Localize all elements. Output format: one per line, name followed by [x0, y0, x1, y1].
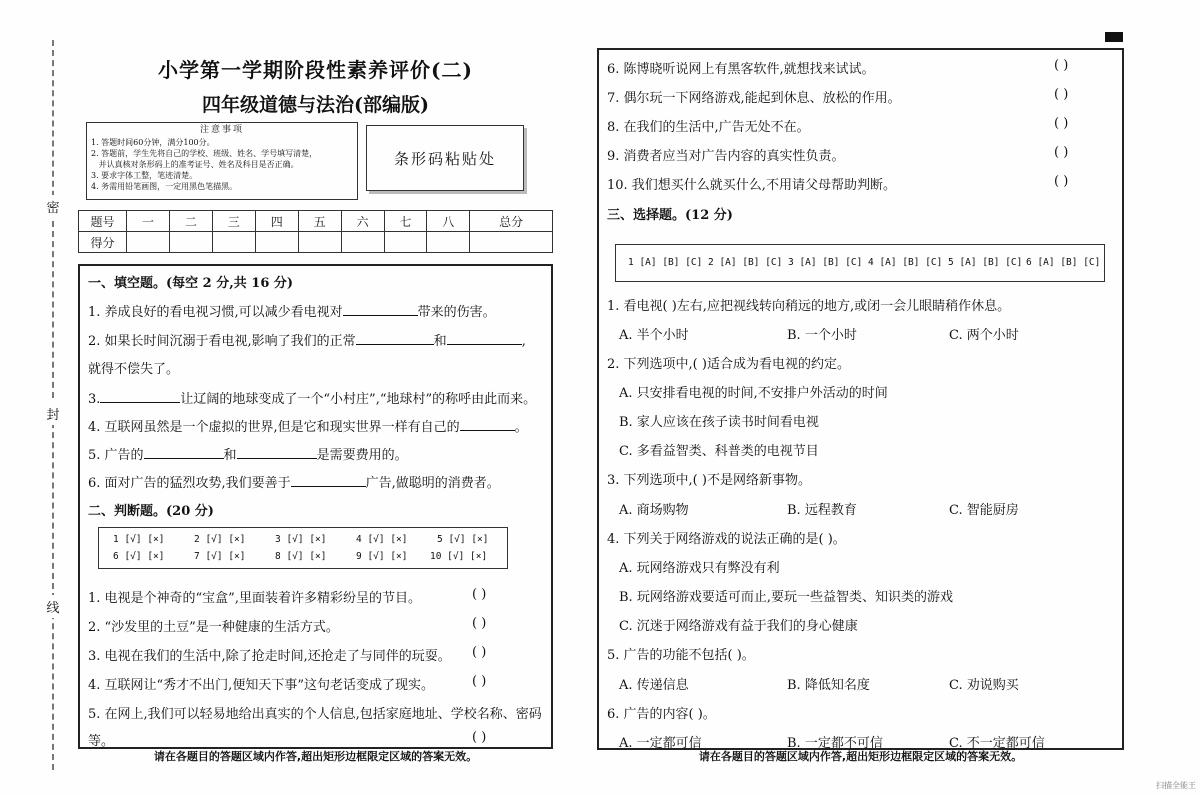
choice-option[interactable]: B. 一个小时 — [787, 328, 857, 343]
judgment-item-3: 3. 电视在我们的生活中,除了抢走时间,还抢走了与同伴的玩耍。 — [88, 649, 451, 664]
notes-box — [86, 122, 358, 200]
judgment-paren[interactable]: ( ) — [472, 674, 487, 689]
fill-blank[interactable] — [100, 390, 180, 403]
left-footer-note: 请在各题目的答题区域内作答,超出矩形边框限定区域的答案无效。 — [153, 750, 478, 763]
choice-option[interactable]: B. 远程教育 — [787, 503, 857, 518]
choice-option[interactable]: A. 只安排看电视的时间,不安排户外活动的时间 — [619, 386, 888, 401]
fill-question-1: 1. 养成良好的看电视习惯,可以减少看电视对 带来的伤害。 — [88, 305, 496, 320]
fill-question-2-cont: 就得不偿失了。 — [88, 362, 180, 377]
judgment-paren[interactable]: ( ) — [472, 730, 487, 745]
choice-answer-cell[interactable]: 1 [A] [B] [C] — [628, 257, 703, 268]
judgment-item-8: 8. 在我们的生活中,广告无处不在。 — [607, 120, 810, 135]
notes-item: 4. 务需用铅笔画图，一定用黑色笔描黑。 — [91, 182, 238, 191]
judgment-paren[interactable]: ( ) — [1054, 174, 1069, 189]
fill-question-6: 6. 面对广告的猛烈攻势,我们要善于 广告,做聪明的消费者。 — [88, 476, 500, 491]
score-input-cell[interactable] — [470, 232, 553, 253]
judgment-answer-cell[interactable]: 4 [√] [×] — [356, 534, 408, 545]
section2-heading: 二、判断题。(20 分) — [88, 504, 214, 519]
choice-option[interactable]: C. 智能厨房 — [949, 503, 1019, 518]
judgment-answer-grid — [98, 527, 508, 569]
score-input-cell[interactable] — [127, 232, 170, 253]
choice-answer-cell[interactable]: 3 [A] [B] [C] — [788, 257, 863, 268]
exam-subtitle: 四年级道德与法治(部编版) — [202, 94, 429, 116]
choice-option[interactable]: B. 降低知名度 — [787, 678, 870, 693]
score-header-cell: 七 — [384, 211, 427, 232]
judgment-item-5: 5. 在网上,我们可以轻易地给出真实的个人信息,包括家庭地址、学校名称、密码 — [88, 707, 542, 722]
fill-question-2: 2. 如果长时间沉溺于看电视,影响了我们的正常 和 , — [88, 334, 526, 349]
scanner-watermark: 扫描全能王 — [1156, 781, 1196, 790]
choice-option[interactable]: B. 一定都不可信 — [787, 736, 883, 751]
choice-option[interactable]: A. 传递信息 — [619, 678, 689, 693]
score-header-cell: 四 — [255, 211, 298, 232]
notes-title: 注意事项 — [199, 125, 244, 135]
judgment-paren[interactable]: ( ) — [472, 587, 487, 602]
judgment-answer-cell[interactable]: 8 [√] [×] — [275, 551, 327, 562]
choice-question-2: 2. 下列选项中,( )适合成为看电视的约定。 — [607, 357, 850, 372]
score-header-cell: 二 — [169, 211, 212, 232]
judgment-answer-cell[interactable]: 7 [√] [×] — [194, 551, 246, 562]
judgment-answer-cell[interactable]: 3 [√] [×] — [275, 534, 327, 545]
choice-option[interactable]: A. 玩网络游戏只有弊没有利 — [619, 561, 780, 576]
choice-option[interactable]: A. 一定都可信 — [619, 736, 702, 751]
score-input-cell[interactable] — [384, 232, 427, 253]
notes-item: 3. 要求字体工整，笔迹清楚。 — [91, 171, 198, 180]
choice-option[interactable]: A. 半个小时 — [619, 328, 689, 343]
choice-option[interactable]: C. 多看益智类、科普类的电视节目 — [619, 444, 819, 459]
score-input-cell[interactable] — [255, 232, 298, 253]
choice-option[interactable]: A. 商场购物 — [619, 503, 689, 518]
fill-blank[interactable] — [144, 446, 224, 459]
score-header-cell: 六 — [341, 211, 384, 232]
score-header-row — [79, 211, 553, 232]
score-table — [78, 210, 553, 253]
fill-blank[interactable] — [291, 474, 366, 487]
score-input-cell[interactable] — [298, 232, 341, 253]
choice-option[interactable]: B. 家人应该在孩子读书时间看电视 — [619, 415, 819, 430]
score-header-cell: 题号 — [79, 211, 127, 232]
judgment-paren[interactable]: ( ) — [1054, 116, 1069, 131]
judgment-item-1: 1. 电视是个神奇的“宝盒”,里面装着许多精彩纷呈的节目。 — [88, 591, 421, 606]
fill-blank[interactable] — [356, 332, 434, 345]
judgment-paren[interactable]: ( ) — [1054, 87, 1069, 102]
right-column — [597, 40, 1124, 770]
choice-answer-cell[interactable]: 5 [A] [B] [C] — [948, 257, 1023, 268]
score-header-cell: 一 — [127, 211, 170, 232]
fill-question-3: 3. 让辽阔的地球变成了一个“小村庄”,“地球村”的称呼由此而来。 — [88, 392, 537, 407]
fill-question-4: 4. 互联网虽然是一个虚拟的世界,但是它和现实世界一样有自己的 。 — [88, 420, 528, 435]
choice-question-6: 6. 广告的内容( )。 — [607, 707, 716, 722]
fill-blank[interactable] — [343, 303, 418, 316]
choice-option[interactable]: C. 不一定都可信 — [949, 736, 1045, 751]
score-header-cell: 五 — [298, 211, 341, 232]
score-input-cell[interactable] — [169, 232, 212, 253]
binding-char-feng: 封 — [44, 402, 62, 425]
choice-question-4: 4. 下列关于网络游戏的说法正确的是( )。 — [607, 532, 846, 547]
choice-answer-cell[interactable]: 2 [A] [B] [C] — [708, 257, 783, 268]
fill-blank[interactable] — [460, 418, 515, 431]
right-answer-region — [597, 48, 1124, 750]
judgment-item-4: 4. 互联网让“秀才不出门,便知天下事”这句老话变成了现实。 — [88, 678, 434, 693]
judgment-item-6: 6. 陈博晓听说网上有黑客软件,就想找来试试。 — [607, 62, 875, 77]
left-column — [78, 40, 553, 770]
score-row-label: 得分 — [79, 232, 127, 253]
fill-blank[interactable] — [447, 332, 522, 345]
fill-question-5: 5. 广告的 和 是需要费用的。 — [88, 448, 408, 463]
score-header-cell: 总分 — [470, 211, 553, 232]
choice-question-3: 3. 下列选项中,( )不是网络新事物。 — [607, 473, 811, 488]
judgment-item-7: 7. 偶尔玩一下网络游戏,能起到休息、放松的作用。 — [607, 91, 901, 106]
judgment-item-10: 10. 我们想买什么就买什么,不用请父母帮助判断。 — [607, 178, 896, 193]
left-answer-region — [78, 264, 553, 749]
judgment-item-5-cont: 等。 — [88, 734, 115, 749]
choice-option[interactable]: C. 两个小时 — [949, 328, 1019, 343]
section1-heading: 一、填空题。(每空 2 分,共 16 分) — [88, 276, 294, 291]
choice-question-5: 5. 广告的功能不包括( )。 — [607, 648, 755, 663]
choice-answer-grid — [615, 244, 1105, 282]
score-input-cell[interactable] — [341, 232, 384, 253]
judgment-answer-cell[interactable]: 6 [√] [×] — [113, 551, 165, 562]
notes-item: 并认真核对条形码上的准考证号、姓名及科目是否正确。 — [91, 160, 299, 169]
score-header-cell: 三 — [212, 211, 255, 232]
barcode-area: 条形码粘贴处 — [366, 125, 524, 191]
choice-answer-cell[interactable]: 4 [A] [B] [C] — [868, 257, 943, 268]
right-footer-note: 请在各题目的答题区域内作答,超出矩形边框限定区域的答案无效。 — [698, 750, 1023, 763]
judgment-paren[interactable]: ( ) — [1054, 58, 1069, 73]
judgment-item-2: 2. “沙发里的土豆”是一种健康的生活方式。 — [88, 620, 339, 635]
judgment-answer-cell[interactable]: 1 [√] [×] — [113, 534, 165, 545]
score-input-cell[interactable] — [212, 232, 255, 253]
choice-option[interactable]: C. 劝说购买 — [949, 678, 1019, 693]
judgment-answer-cell[interactable]: 2 [√] [×] — [194, 534, 246, 545]
fill-blank[interactable] — [237, 446, 317, 459]
notes-item: 2. 答题前，学生先将自己的学校、班级、姓名、学号填写清楚， — [91, 149, 318, 158]
score-value-row — [79, 232, 553, 253]
judgment-item-9: 9. 消费者应当对广告内容的真实性负责。 — [607, 149, 845, 164]
choice-question-1: 1. 看电视( )左右,应把视线转向稍远的地方,或闭一会儿眼睛稍作休息。 — [607, 299, 1011, 314]
judgment-answer-cell[interactable]: 5 [√] [×] — [437, 534, 489, 545]
judgment-paren[interactable]: ( ) — [472, 645, 487, 660]
score-header-cell: 八 — [427, 211, 470, 232]
exam-title: 小学第一学期阶段性素养评价(二) — [158, 58, 473, 82]
choice-option[interactable]: C. 沉迷于网络游戏有益于我们的身心健康 — [619, 619, 858, 634]
choice-answer-cell[interactable]: 6 [A] [B] [C] — [1026, 257, 1101, 268]
judgment-answer-cell[interactable]: 10 [√] [×] — [430, 551, 488, 562]
binding-char-mi: 密 — [44, 195, 62, 218]
notes-item: 1. 答题时间60分钟，满分100分。 — [91, 138, 215, 147]
section3-heading: 三、选择题。(12 分) — [607, 208, 733, 223]
score-input-cell[interactable] — [427, 232, 470, 253]
judgment-paren[interactable]: ( ) — [472, 616, 487, 631]
judgment-answer-cell[interactable]: 9 [√] [×] — [356, 551, 408, 562]
binding-char-xian: 线 — [44, 595, 62, 618]
judgment-paren[interactable]: ( ) — [1054, 145, 1069, 160]
choice-option[interactable]: B. 玩网络游戏要适可而止,要玩一些益智类、知识类的游戏 — [619, 590, 953, 605]
